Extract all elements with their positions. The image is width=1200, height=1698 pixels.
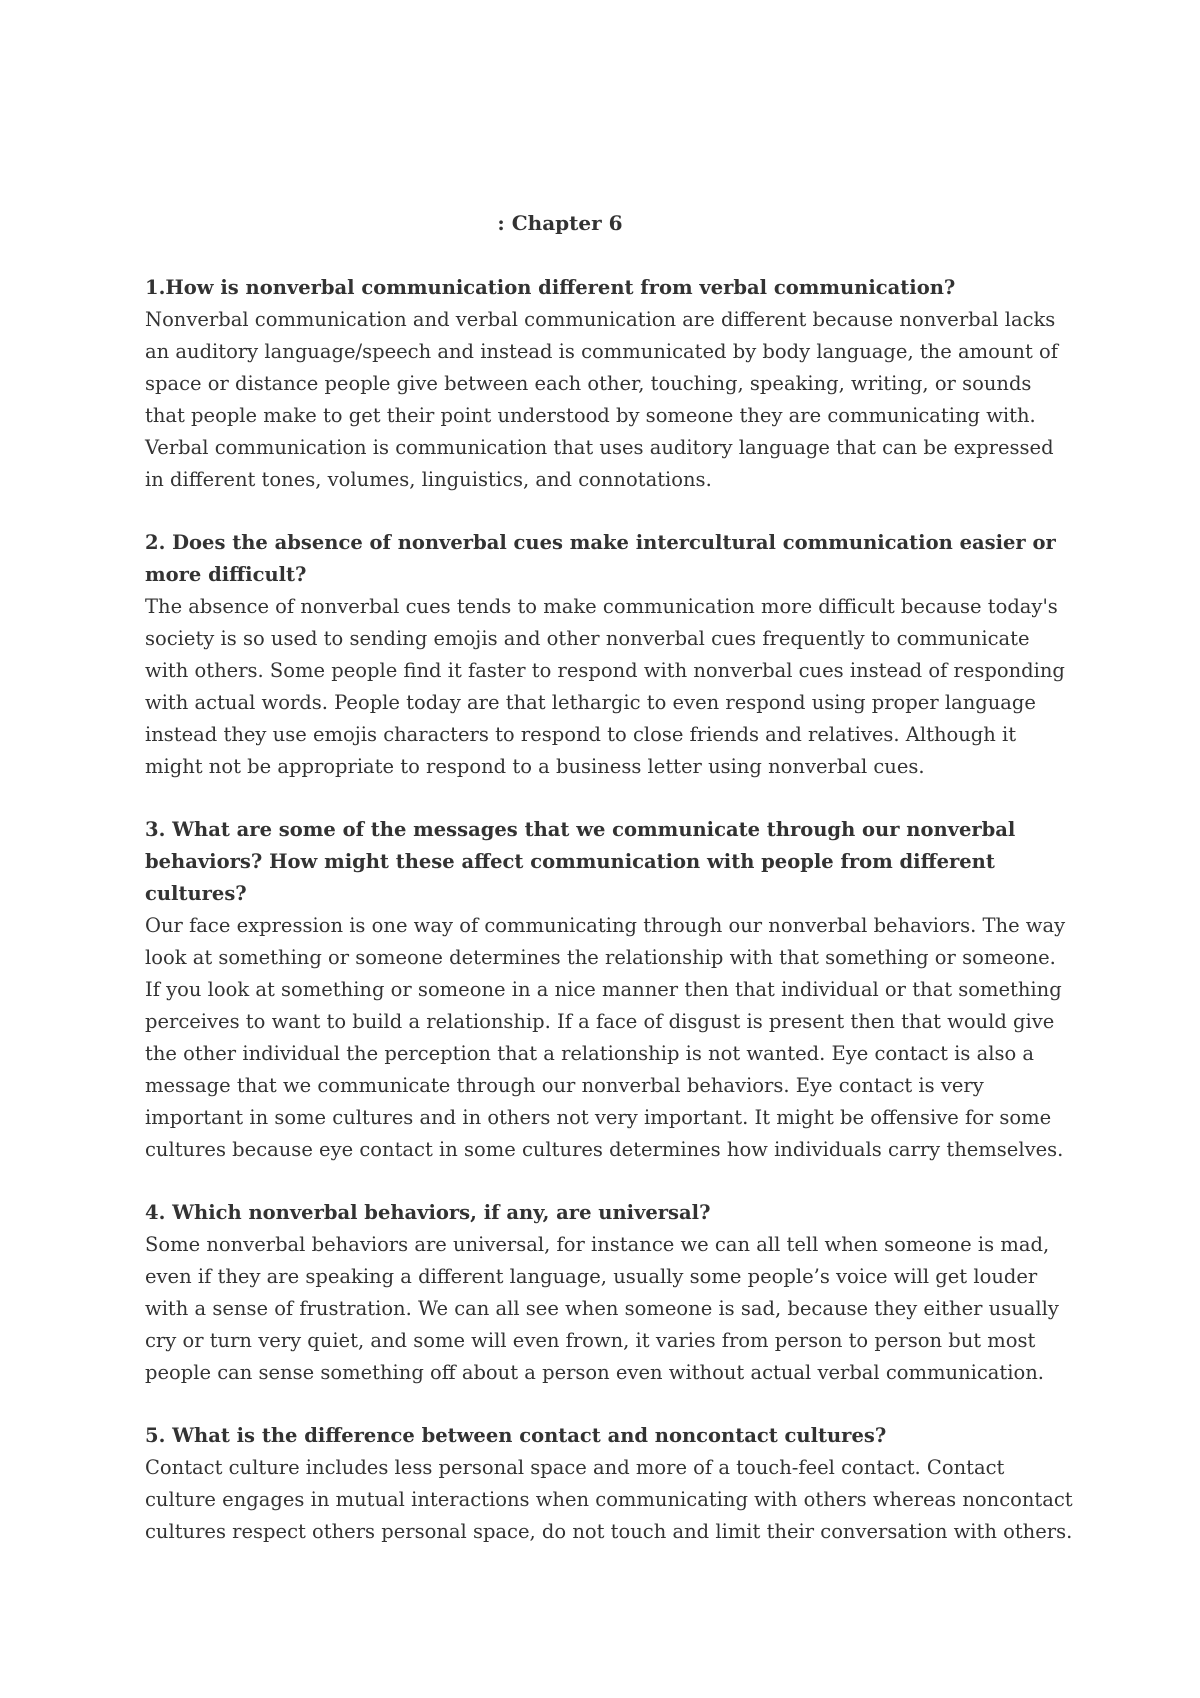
question-heading: 2. Does the absence of nonverbal cues make intercultural communication easier or more difficult? [145, 531, 1056, 586]
answer-paragraph: Our face expression is one way of communicating through our nonverbal behaviors. The way look at something or someone determines the relationship with that something or someone. If you look at something or someone in a nice manner then that individual or that something perceives to want to build a relationship. If a face of disgust is present then that would give the other individual the perception that a relationship is not wanted. Eye contact is also a message that we communicate through our nonverbal behaviors. Eye contact is very important in some cultures and in others not very important. It might be offensive for some cultures because eye contact in some cultures determines how individuals carry themselves. [145, 914, 1066, 1161]
question-block-1 [145, 272, 1075, 496]
question-heading: 4. Which nonverbal behaviors, if any, are universal? [145, 1201, 711, 1224]
page-title: : Chapter 6 [497, 211, 623, 235]
question-block-5 [145, 1420, 1075, 1548]
answer-paragraph: Contact culture includes less personal space and more of a touch-feel contact. Contact culture engages in mutual interactions when communicating with others whereas noncontact cultures respect others personal space, do not touch and limit their conversation with others. [145, 1456, 1073, 1543]
answer-paragraph: Nonverbal communication and verbal communication are different because nonverbal lacks an auditory language/speech and instead is communicated by body language, the amount of space or distance people give between each other, touching, speaking, writing, or sounds that people make to get their point understood by someone they are communicating with. Verbal communication is communication that uses auditory language that can be expressed in different tones, volumes, linguistics, and connotations. [145, 308, 1058, 491]
question-heading: 3. What are some of the messages that we communicate through our nonverbal behaviors? How might these affect communication with people from different cultures? [145, 818, 1016, 905]
question-block-2 [145, 527, 1075, 783]
question-heading: 5. What is the difference between contact and noncontact cultures? [145, 1424, 887, 1447]
answer-paragraph: Some nonverbal behaviors are universal, for instance we can all tell when someone is mad, even if they are speaking a different language, usually some people’s voice will get louder with a sense of frustration. We can all see when someone is sad, because they either usually cry or turn very quiet, and some will even frown, it varies from person to person but most people can sense something off about a person even without actual verbal communication. [145, 1233, 1059, 1384]
answer-paragraph: The absence of nonverbal cues tends to make communication more difficult because today's society is so used to sending emojis and other nonverbal cues frequently to communicate with others. Some people find it faster to respond with nonverbal cues instead of responding with actual words. People today are that lethargic to even respond using proper language instead they use emojis characters to respond to close friends and relatives. Although it might not be appropriate to respond to a business letter using nonverbal cues. [145, 595, 1065, 778]
question-heading: 1.How is nonverbal communication different from verbal communication? [145, 276, 956, 299]
question-block-4 [145, 1197, 1075, 1389]
question-block-3 [145, 814, 1075, 1166]
document-page [145, 208, 1075, 1579]
